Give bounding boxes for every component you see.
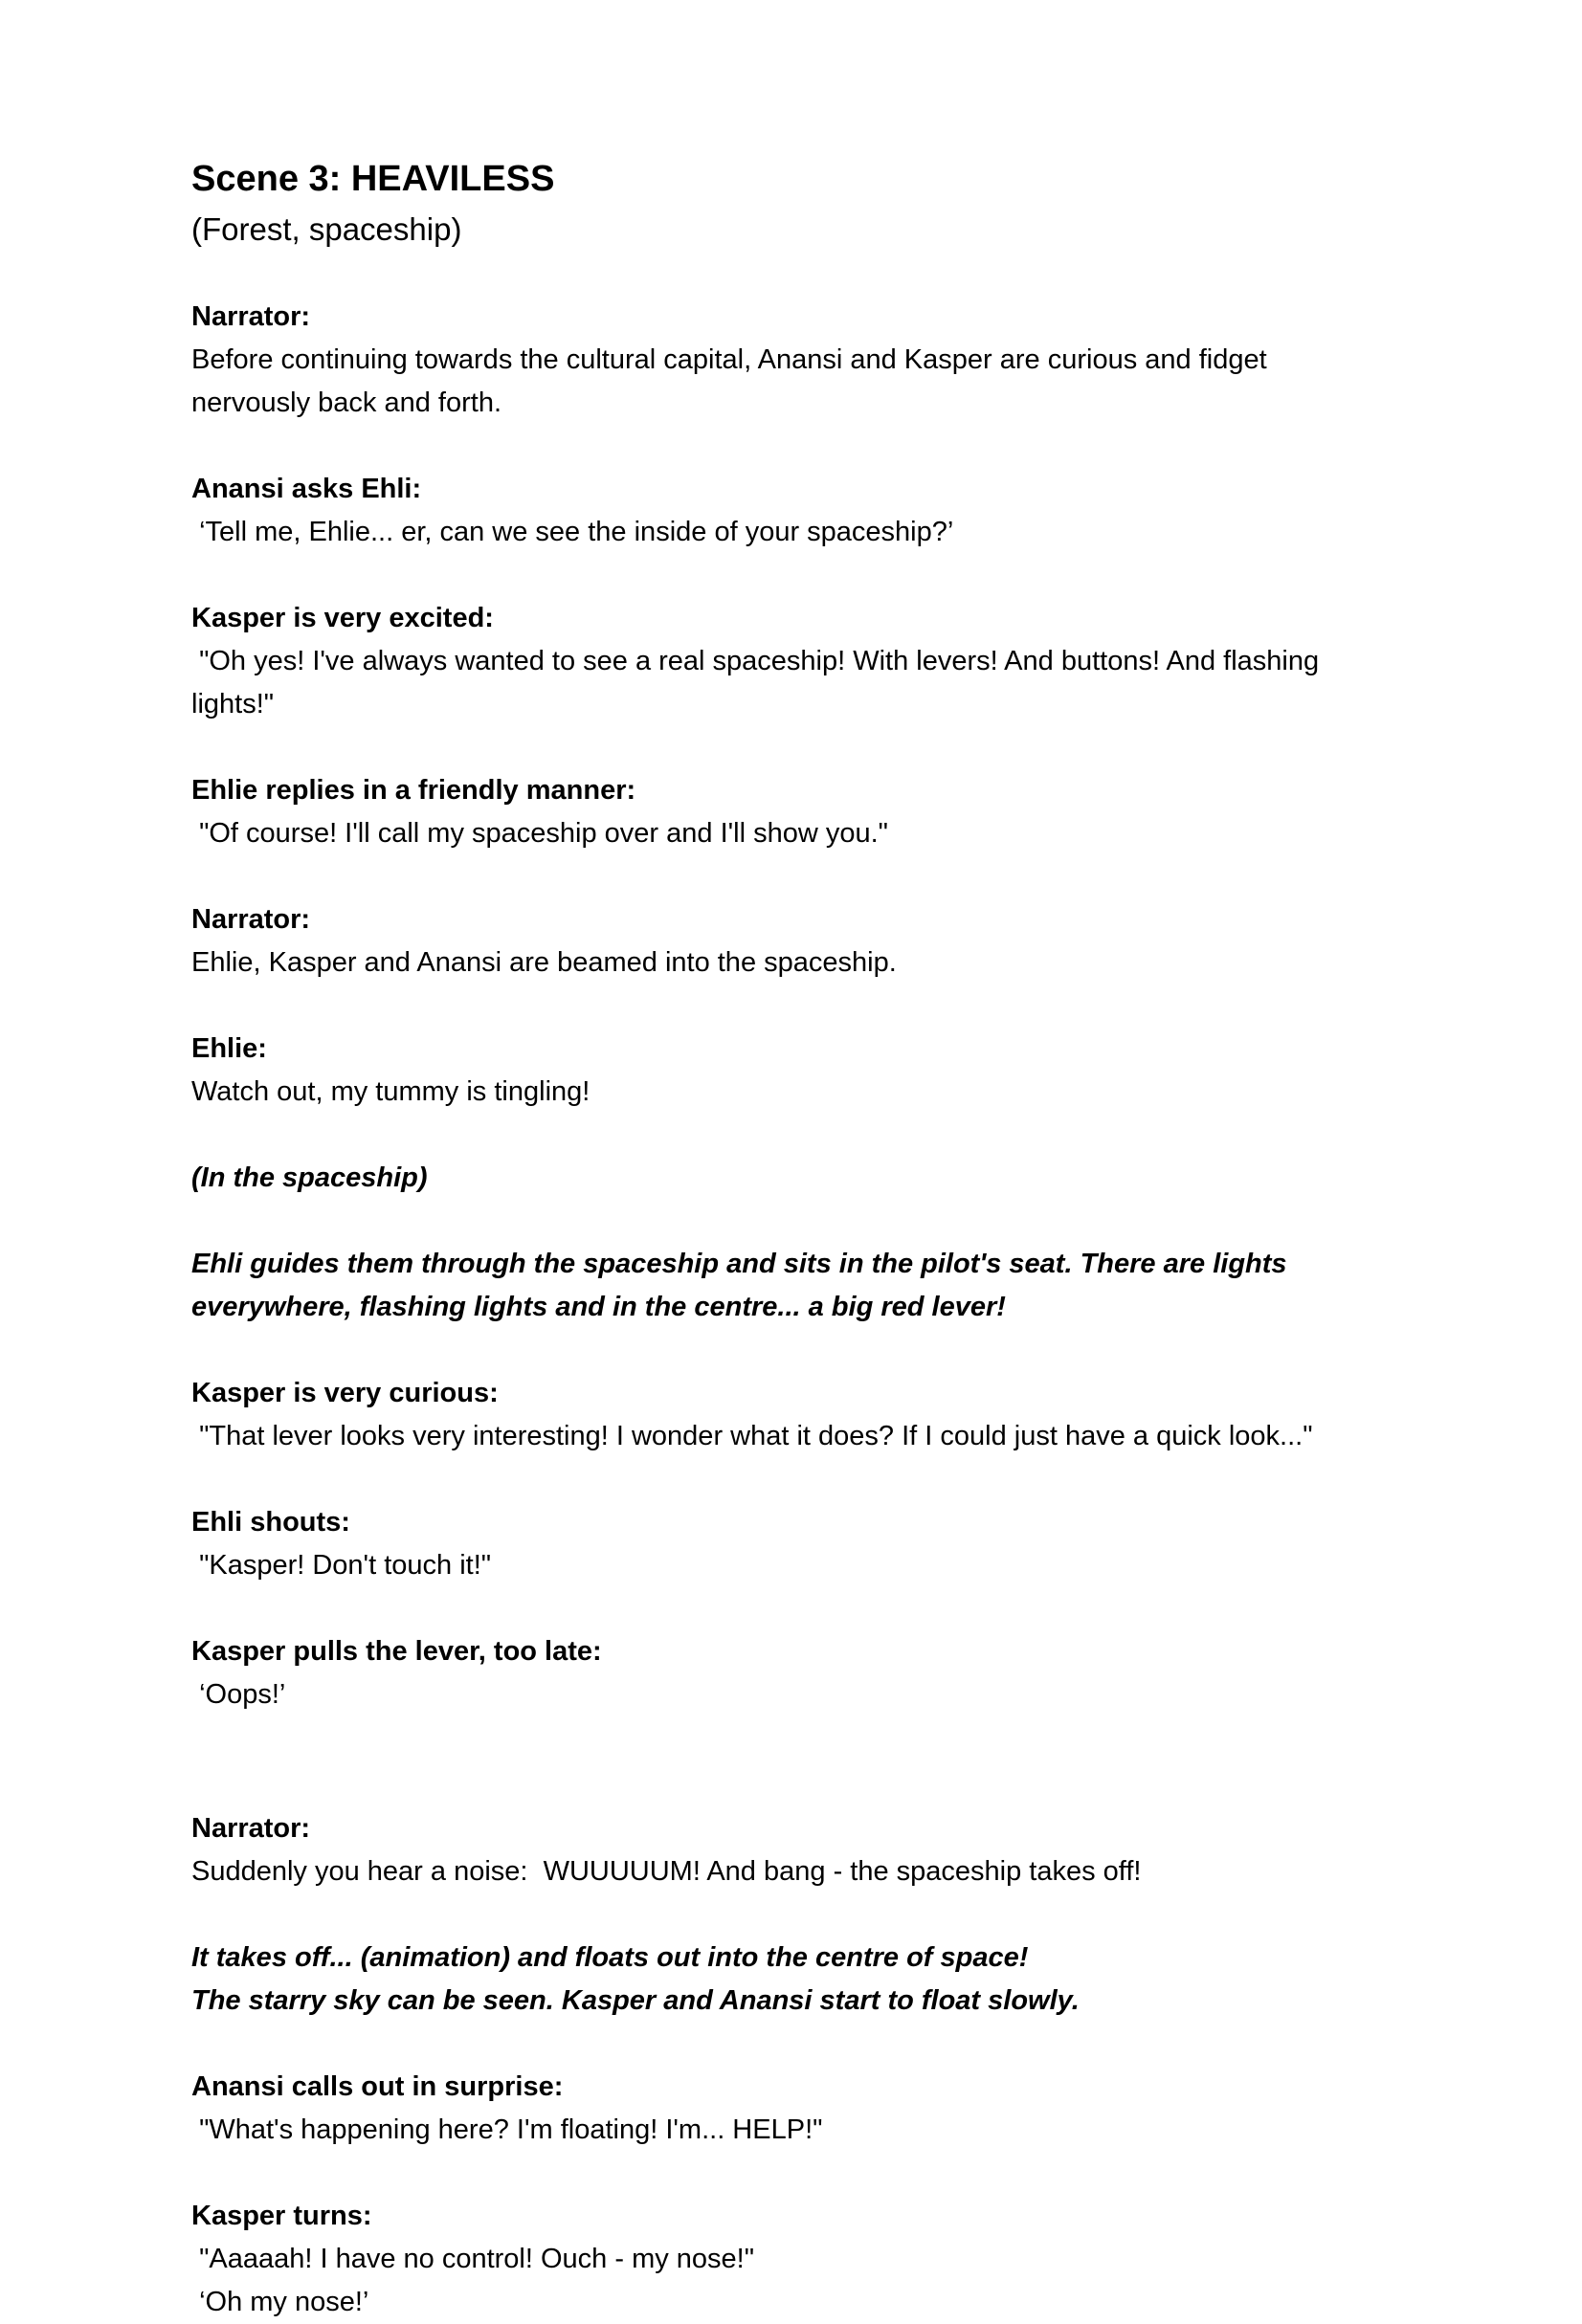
script-block: [191, 1807, 1419, 1893]
dialogue-line: "Aaaaah! I have no control! Ouch - my nose!": [191, 2244, 755, 2274]
dialogue-line: Watch out, my tummy is tingling!: [191, 1076, 590, 1107]
script-block: [191, 296, 1419, 425]
script-block: [191, 1501, 1419, 1587]
stage-direction-line: everywhere, flashing lights and in the centre... a big red lever!: [191, 1292, 1006, 1322]
title-block: [191, 153, 1419, 254]
scene-setting: (Forest, spaceship): [191, 211, 462, 247]
dialogue-line: Ehlie, Kasper and Anansi are beamed into the spaceship.: [191, 947, 897, 978]
script-block: [191, 2195, 1419, 2324]
dialogue-line: ‘Oh my nose!’: [191, 2287, 369, 2317]
stage-direction-line: It takes off... (animation) and floats out into the centre of space!: [191, 1942, 1029, 1973]
dialogue-line: Before continuing towards the cultural capital, Anansi and Kasper are curious and fidget: [191, 344, 1267, 375]
stage-direction-line: The starry sky can be seen. Kasper and Anansi start to float slowly.: [191, 1985, 1080, 2016]
speaker-heading: Kasper is very curious:: [191, 1378, 499, 1408]
script-block: [191, 597, 1419, 726]
script-block: [191, 1630, 1419, 1716]
stage-direction-line: (In the spaceship): [191, 1162, 428, 1193]
script-block: [191, 1372, 1419, 1458]
speaker-heading: Anansi asks Ehli:: [191, 474, 422, 504]
dialogue-line: Suddenly you hear a noise: WUUUUUM! And bang - the spaceship takes off!: [191, 1856, 1142, 1887]
speaker-heading: Kasper pulls the lever, too late:: [191, 1636, 602, 1667]
speaker-heading: Ehlie replies in a friendly manner:: [191, 775, 636, 806]
stage-direction-line: Ehli guides them through the spaceship and sits in the pilot's seat. There are lights: [191, 1249, 1287, 1279]
dialogue-line: "Of course! I'll call my spaceship over and I'll show you.": [191, 818, 888, 849]
speaker-heading: Narrator:: [191, 301, 311, 332]
script-block: [191, 468, 1419, 554]
speaker-heading: Anansi calls out in surprise:: [191, 2071, 564, 2102]
dialogue-line: "What's happening here? I'm floating! I'm... HELP!": [191, 2114, 823, 2145]
dialogue-line: "Oh yes! I've always wanted to see a real spaceship! With levers! And buttons! And flashing: [191, 646, 1320, 676]
dialogue-line: ‘Tell me, Ehlie... er, can we see the inside of your spaceship?’: [191, 517, 954, 547]
dialogue-line: nervously back and forth.: [191, 387, 502, 418]
script-block: [191, 1028, 1419, 1114]
speaker-heading: Ehli shouts:: [191, 1507, 350, 1538]
script-body: [191, 296, 1419, 2324]
dialogue-line: lights!": [191, 689, 275, 719]
scene-title: Scene 3: HEAVILESS: [191, 159, 555, 199]
script-block: [191, 769, 1419, 855]
speaker-heading: Narrator:: [191, 904, 311, 935]
script-block: [191, 2066, 1419, 2152]
speaker-heading: Narrator:: [191, 1813, 311, 1844]
stage-direction-block: [191, 1937, 1419, 2023]
speaker-heading: Kasper turns:: [191, 2201, 372, 2231]
speaker-heading: Kasper is very excited:: [191, 603, 494, 633]
stage-direction-block: [191, 1157, 1419, 1200]
speaker-heading: Ehlie:: [191, 1033, 267, 1064]
stage-direction-block: [191, 1243, 1419, 1329]
dialogue-line: ‘Oops!’: [191, 1679, 286, 1710]
script-block: [191, 898, 1419, 985]
dialogue-line: "Kasper! Don't touch it!": [191, 1550, 492, 1581]
dialogue-line: "That lever looks very interesting! I wonder what it does? If I could just have a quick look...": [191, 1421, 1313, 1451]
